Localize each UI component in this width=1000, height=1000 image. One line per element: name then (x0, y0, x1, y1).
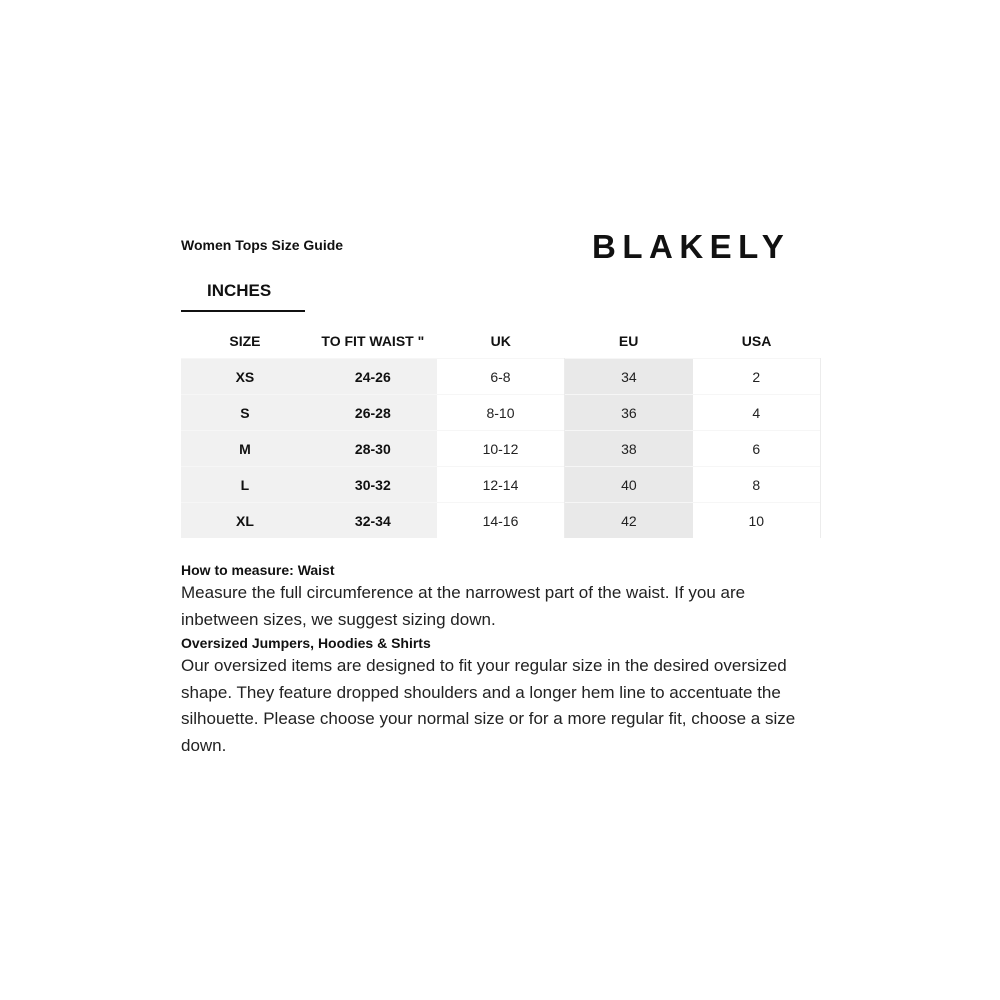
cell-size: XL (181, 503, 309, 539)
header-usa: USA (741, 333, 772, 349)
tab-inches-label: INCHES (207, 281, 272, 300)
cell-uk: 6-8 (437, 359, 565, 395)
header-waist: TO FIT WAIST " (321, 333, 425, 349)
header-uk: UK (490, 333, 511, 349)
header-size: SIZE (229, 333, 261, 349)
table-row (181, 395, 821, 431)
cell-uk: 10-12 (437, 431, 565, 467)
table-row (181, 467, 821, 503)
cell-waist: 30-32 (309, 467, 437, 503)
cell-uk: 8-10 (437, 395, 565, 431)
cell-size: XS (181, 359, 309, 395)
cell-usa: 8 (693, 467, 821, 503)
table-row (181, 359, 821, 395)
table-header-row (181, 324, 821, 359)
cell-eu: 38 (565, 431, 693, 467)
table-row (181, 503, 821, 539)
cell-size: L (181, 467, 309, 503)
waist-text: Measure the full circumference at the narrowest part of the waist. If you are inbetween sizes, we suggest sizing down. (181, 583, 746, 629)
cell-eu: 36 (565, 395, 693, 431)
cell-waist: 26-28 (309, 395, 437, 431)
cell-waist: 32-34 (309, 503, 437, 539)
page-title: Women Tops Size Guide (181, 237, 344, 253)
cell-uk: 14-16 (437, 503, 565, 539)
cell-size: M (181, 431, 309, 467)
waist-heading: How to measure: Waist (181, 562, 335, 578)
cell-uk: 12-14 (437, 467, 565, 503)
cell-usa: 6 (693, 431, 821, 467)
cell-usa: 10 (693, 503, 821, 539)
cell-usa: 4 (693, 395, 821, 431)
header-eu: EU (618, 333, 639, 349)
oversized-text: Our oversized items are designed to fit your regular size in the desired oversized shape. They feature dropped shoulders and a longer hem line to accentuate the silhouette. Please choose your normal size or for a more regular fit, choose a size down. (181, 656, 796, 755)
oversized-heading: Oversized Jumpers, Hoodies & Shirts (181, 635, 431, 651)
tab-inches[interactable] (181, 272, 305, 312)
cell-eu: 40 (565, 467, 693, 503)
size-table (181, 324, 821, 538)
cell-eu: 34 (565, 359, 693, 395)
cell-waist: 28-30 (309, 431, 437, 467)
table-row (181, 431, 821, 467)
cell-waist: 24-26 (309, 359, 437, 395)
measurement-notes (181, 560, 826, 759)
cell-size: S (181, 395, 309, 431)
brand-logo: BLAKELY (592, 228, 791, 265)
cell-usa: 2 (693, 359, 821, 395)
cell-eu: 42 (565, 503, 693, 539)
